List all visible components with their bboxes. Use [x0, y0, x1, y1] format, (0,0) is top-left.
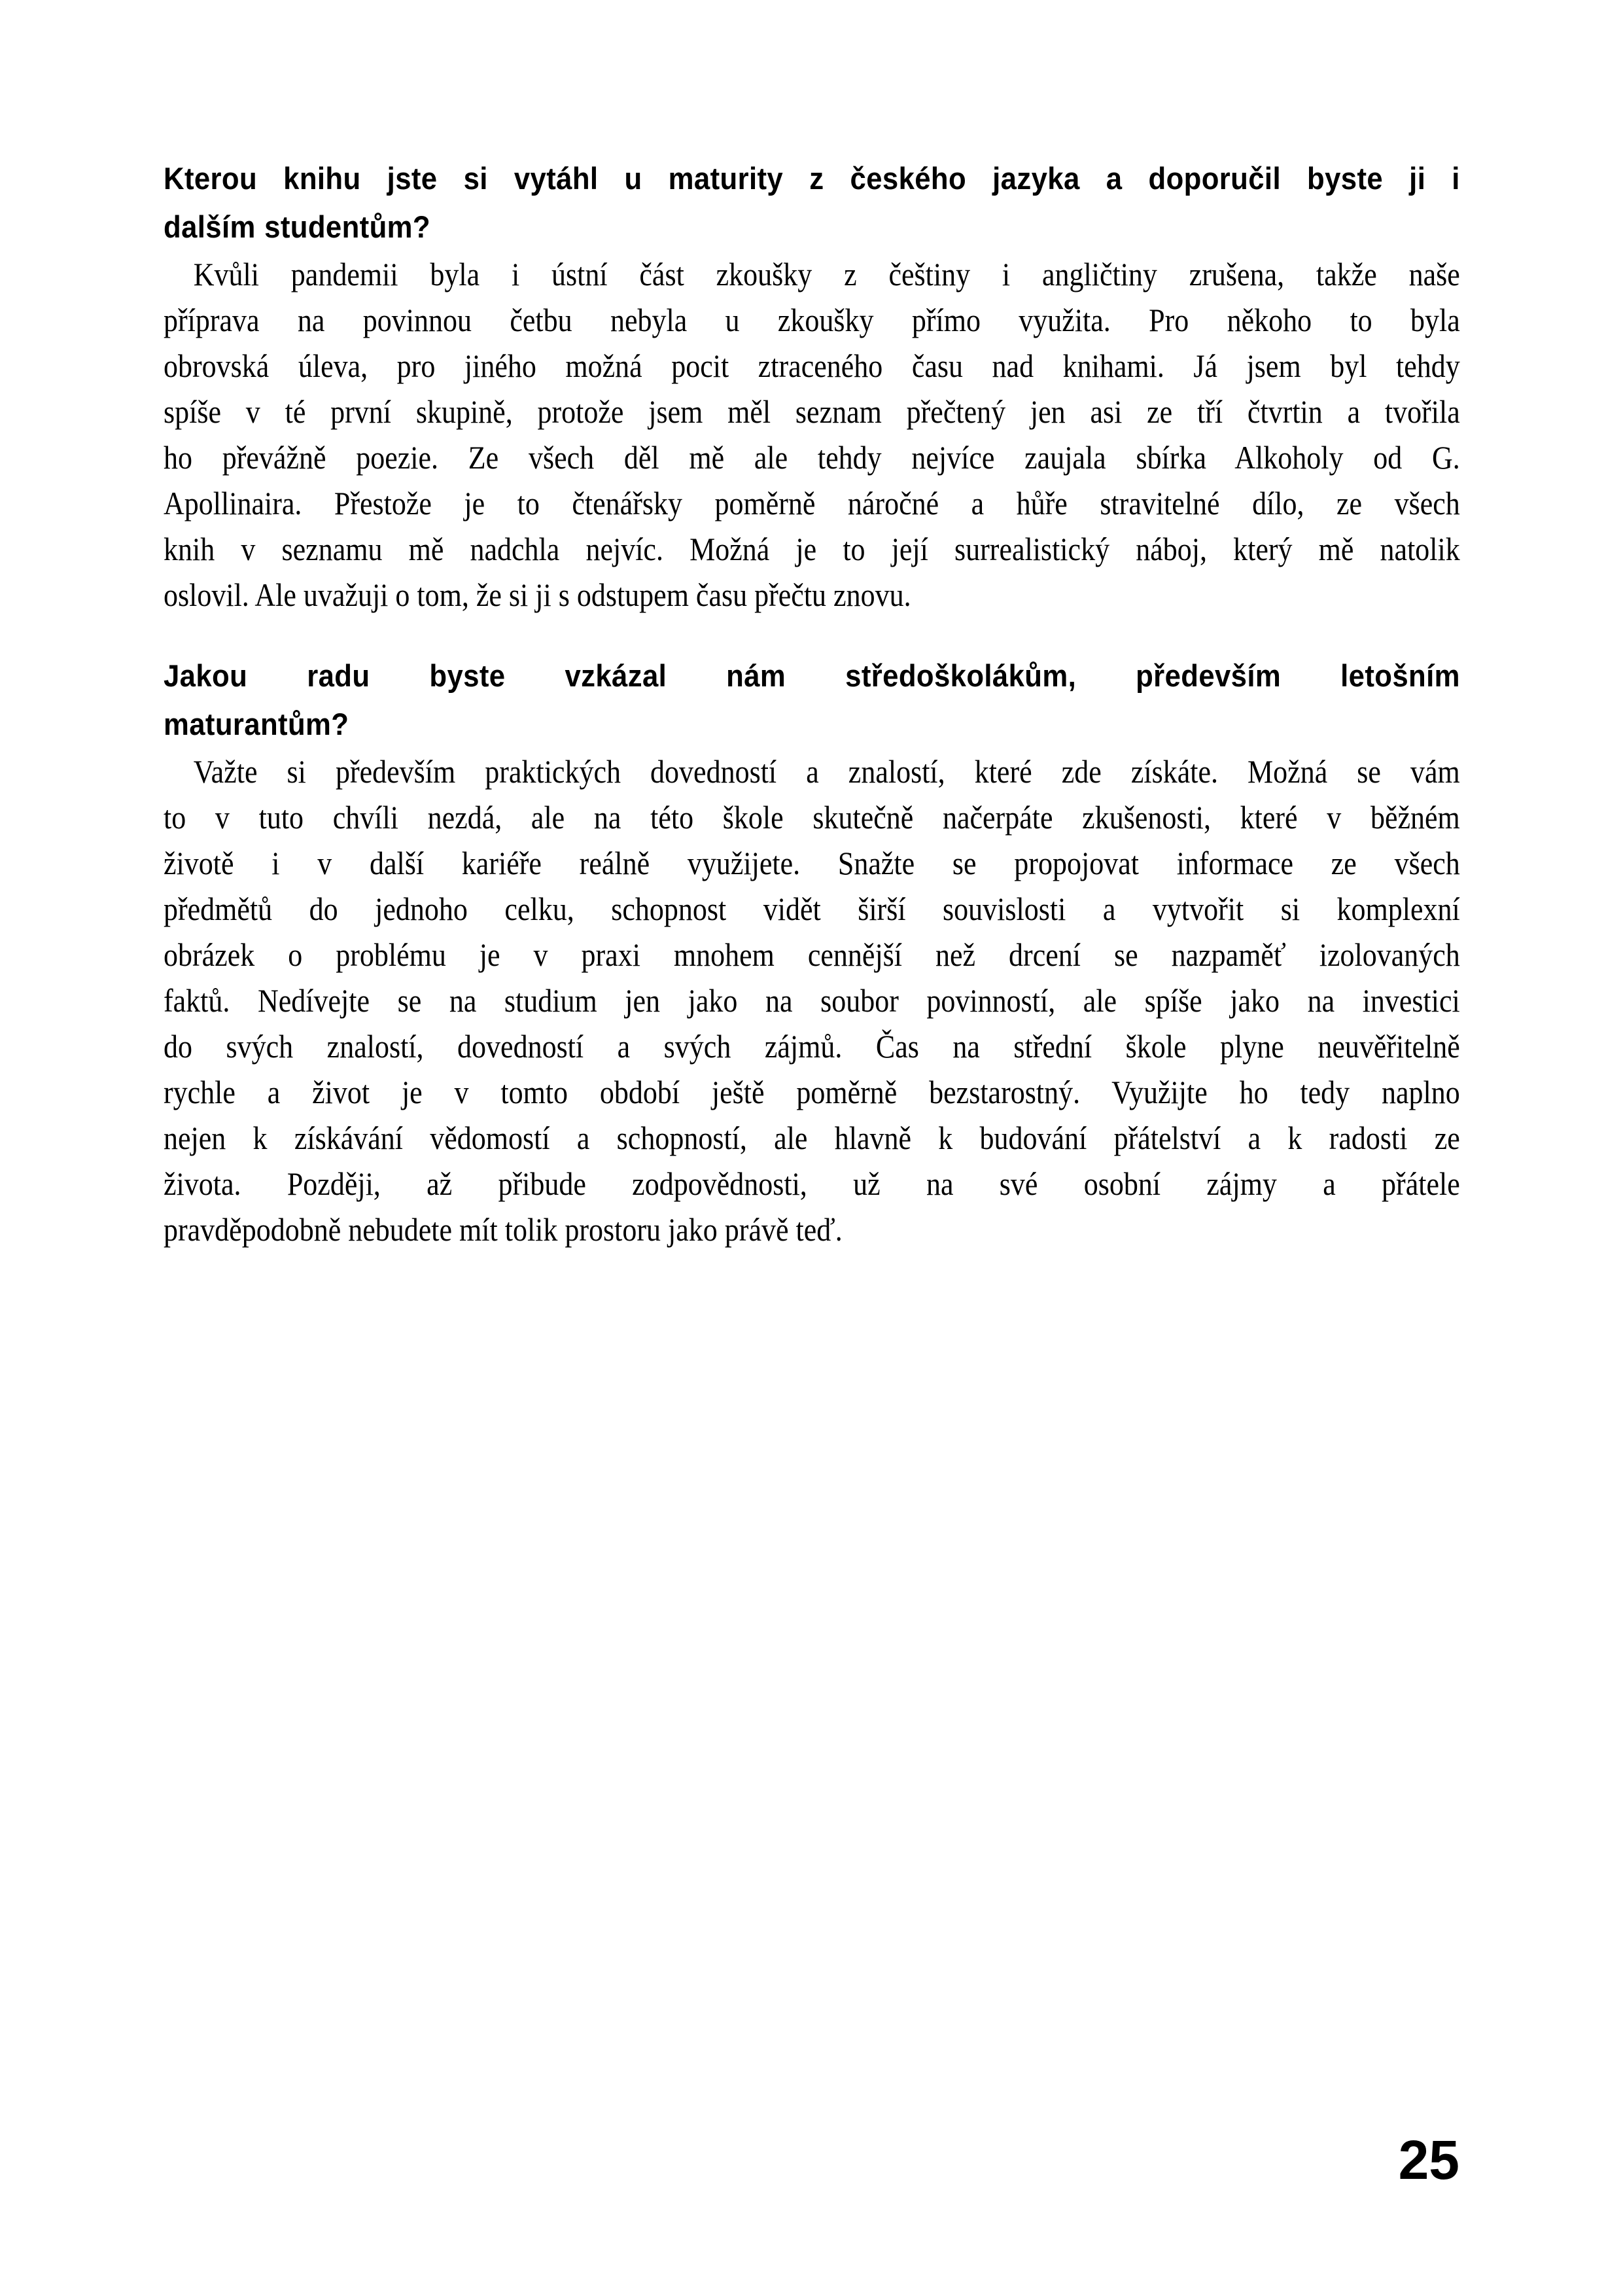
answer-paragraph-1 — [164, 251, 1460, 618]
answer-paragraph-1-line-2: příprava na povinnou četbu nebyla u zkoušky přímo využita. Pro někoho to byla — [164, 302, 1460, 338]
answer-paragraph-2-line-10: života. Později, až přibude zodpovědnosti, už na své osobní zájmy a přátele — [164, 1165, 1460, 1202]
answer-paragraph-2-line-8: rychle a život je v tomto období ještě poměrně bezstarostný. Využijte ho tedy naplno — [164, 1074, 1460, 1110]
question-heading-2-line-1: Jakou radu byste vzkázal nám středoškolákům, především letošním — [164, 658, 1460, 693]
question-heading-2 — [164, 652, 1460, 749]
question-heading-1-line-2: dalším studentům? — [164, 209, 430, 244]
answer-paragraph-2-line-3: životě i v další kariéře reálně využijete. Snažte se propojovat informace ze všech — [164, 845, 1460, 881]
section-spacer — [164, 618, 1460, 652]
answer-paragraph-2-line-4: předmětů do jednoho celku, schopnost vidět širší souvislosti a vytvořit si komplexní — [164, 891, 1460, 927]
answer-paragraph-1-line-6: Apollinaira. Přestože je to čtenářsky poměrně náročné a hůře stravitelné dílo, ze všech — [164, 485, 1460, 521]
question-heading-2-line-2: maturantům? — [164, 707, 349, 741]
answer-paragraph-1-line-4: spíše v té první skupině, protože jsem měl seznam přečtený jen asi ze tří čtvrtin a tvořila — [164, 393, 1460, 430]
question-heading-1-line-1: Kterou knihu jste si vytáhl u maturity z českého jazyka a doporučil byste ji i — [164, 161, 1460, 196]
answer-paragraph-2-line-7: do svých znalostí, dovedností a svých zájmů. Čas na střední škole plyne neuvěřitelně — [164, 1028, 1460, 1065]
answer-paragraph-2-line-6: faktů. Nedívejte se na studium jen jako na soubor povinností, ale spíše jako na investici — [164, 982, 1460, 1019]
answer-paragraph-2-line-2: to v tuto chvíli nezdá, ale na této škole skutečně načerpáte zkušenosti, které v běžném — [164, 799, 1460, 836]
answer-paragraph-1-line-5: ho převážně poezie. Ze všech děl mě ale tehdy nejvíce zaujala sbírka Alkoholy od G. — [164, 439, 1460, 476]
answer-paragraph-2-line-9: nejen k získávání vědomostí a schopností, ale hlavně k budování přátelství a k radosti ze — [164, 1120, 1460, 1156]
answer-paragraph-2 — [164, 749, 1460, 1252]
question-heading-1 — [164, 154, 1460, 251]
answer-paragraph-1-line-1: Kvůli pandemii byla i ústní část zkoušky z češtiny i angličtiny zrušena, takže naše — [193, 256, 1460, 292]
answer-paragraph-2-line-11: pravděpodobně nebudete mít tolik prostoru jako právě teď. — [164, 1211, 843, 1248]
answer-paragraph-1-line-8: oslovil. Ale uvažuji o tom, že si ji s odstupem času přečtu znovu. — [164, 576, 911, 613]
answer-paragraph-2-line-5: obrázek o problému je v praxi mnohem cennější než drcení se nazpaměť izolovaných — [164, 936, 1460, 973]
answer-paragraph-2-line-1: Važte si především praktických dovedností a znalostí, které zde získáte. Možná se vám — [193, 753, 1460, 790]
answer-paragraph-1-line-7: knih v seznamu mě nadchla nejvíc. Možná je to její surrealistický náboj, který mě natolik — [164, 531, 1460, 567]
page-number: 25 — [1398, 2129, 1459, 2191]
answer-paragraph-1-line-3: obrovská úleva, pro jiného možná pocit ztraceného času nad knihami. Já jsem byl tehdy — [164, 347, 1460, 384]
page-content — [164, 154, 1460, 1252]
